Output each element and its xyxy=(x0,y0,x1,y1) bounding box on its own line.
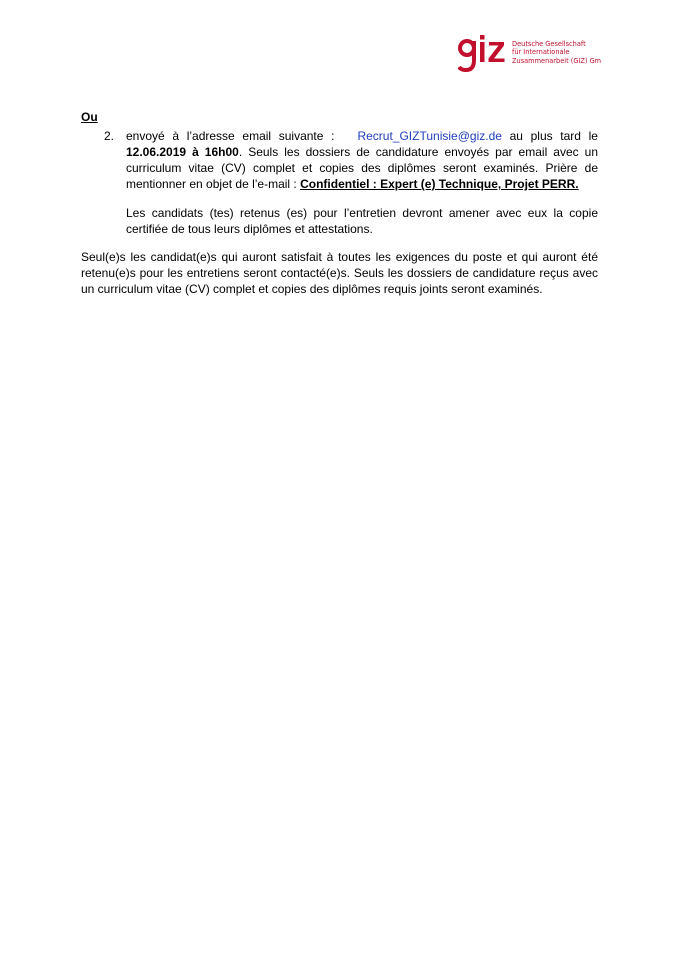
section-heading-ou: Ou xyxy=(81,110,98,124)
text-after-email: au plus tard le xyxy=(509,129,598,143)
giz-logo-mark xyxy=(458,34,510,74)
email-address-link[interactable]: Recrut_GIZTunisie@giz.de xyxy=(357,129,502,143)
giz-logo xyxy=(458,34,603,74)
org-line-2: für Internationale xyxy=(512,48,570,57)
org-line-1: Deutsche Gesellschaft xyxy=(512,40,586,48)
deadline-date: 12.06.2019 à 16h00 xyxy=(126,145,239,159)
list-item-number: 2. xyxy=(104,129,115,143)
org-line-3: Zusammenarbeit (GIZ) Gm xyxy=(512,56,602,65)
list-item-paragraph xyxy=(126,128,598,192)
email-subject-line: Confidentiel : Expert (e) Technique, Projet PERR. xyxy=(300,177,579,191)
closing-paragraph: Seul(e)s les candidat(e)s qui auront satisfait à toutes les exigences du poste et qui auront été retenu(e)s pour les entretiens seront contacté(e)s. Seuls les dossiers de candidature reçus avec un curriculum vitae (CV) complet et copies des diplômes requis joints seront examinés. xyxy=(81,250,598,296)
text-after-deadline: . Seuls les dossiers de candidature envoyés par email avec un curriculum vitae (CV) complet et copies des diplômes seront examinés. Prière de mentionner en objet de l’e-mail : xyxy=(126,145,598,191)
list-item-note: Les candidats (tes) retenus (es) pour l’entretien devront amener avec eux la copie certifiée de tous leurs diplômes et attestations. xyxy=(126,206,598,236)
text-before-email: envoyé à l’adresse email suivante : xyxy=(126,129,335,143)
giz-org-name xyxy=(512,40,601,65)
